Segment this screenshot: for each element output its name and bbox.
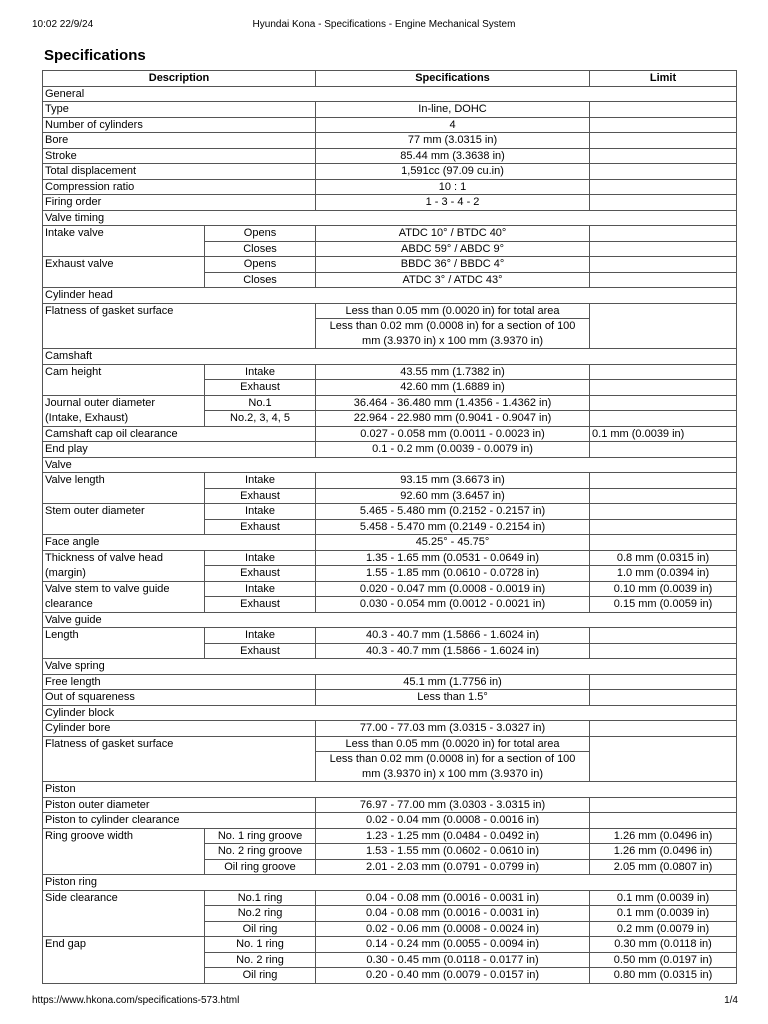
- row-limit: [590, 334, 737, 349]
- row-limit: [590, 690, 737, 706]
- section-title: Camshaft: [43, 349, 737, 365]
- row-subitem: Closes: [205, 241, 316, 257]
- row-limit: [590, 488, 737, 504]
- row-subitem: Intake: [205, 504, 316, 520]
- row-subitem: No.1 ring: [205, 890, 316, 906]
- row-description: [43, 859, 205, 875]
- section-title: Cylinder head: [43, 288, 737, 304]
- row-specification: 36.464 - 36.480 mm (1.4356 - 1.4362 in): [316, 395, 590, 411]
- row-limit: [590, 535, 737, 551]
- row-specification: ABDC 59° / ABDC 9°: [316, 241, 590, 257]
- row-limit: [590, 148, 737, 164]
- row-subitem: Intake: [205, 581, 316, 597]
- row-description: Thickness of valve head: [43, 550, 205, 566]
- table-row: [43, 721, 737, 737]
- row-subitem: Oil ring: [205, 921, 316, 937]
- table-row: [43, 859, 737, 875]
- table-row: [43, 226, 737, 242]
- row-description: Type: [43, 102, 316, 118]
- section-row: [43, 875, 737, 891]
- row-limit: 0.30 mm (0.0118 in): [590, 937, 737, 953]
- row-description: End gap: [43, 937, 205, 953]
- row-specification: 0.04 - 0.08 mm (0.0016 - 0.0031 in): [316, 906, 590, 922]
- table-row: [43, 581, 737, 597]
- table-row: [43, 906, 737, 922]
- row-limit: [590, 395, 737, 411]
- row-description: End play: [43, 442, 316, 458]
- row-subitem: Opens: [205, 257, 316, 273]
- row-specification: 22.964 - 22.980 mm (0.9041 - 0.9047 in): [316, 411, 590, 427]
- row-specification: 0.1 - 0.2 mm (0.0039 - 0.0079 in): [316, 442, 590, 458]
- row-specification: BBDC 36° / BBDC 4°: [316, 257, 590, 273]
- row-description: Cam height: [43, 364, 205, 380]
- print-page-number: 1/4: [724, 995, 738, 1006]
- row-subitem: No. 2 ring: [205, 952, 316, 968]
- table-row: [43, 752, 737, 767]
- row-limit: [590, 226, 737, 242]
- row-description: Journal outer diameter: [43, 395, 205, 411]
- row-specification: 76.97 - 77.00 mm (3.0303 - 3.0315 in): [316, 797, 590, 813]
- row-specification: 1,591cc (97.09 cu.in): [316, 164, 590, 180]
- row-description: [43, 767, 316, 782]
- section-row: [43, 457, 737, 473]
- row-specification: 92.60 mm (3.6457 in): [316, 488, 590, 504]
- row-specification: ATDC 10° / BTDC 40°: [316, 226, 590, 242]
- row-limit: 0.50 mm (0.0197 in): [590, 952, 737, 968]
- section-title: Valve spring: [43, 659, 737, 675]
- row-limit: [590, 117, 737, 133]
- row-specification: 0.04 - 0.08 mm (0.0016 - 0.0031 in): [316, 890, 590, 906]
- row-description: Number of cylinders: [43, 117, 316, 133]
- section-row: [43, 659, 737, 675]
- row-limit: [590, 364, 737, 380]
- section-row: [43, 782, 737, 798]
- row-limit: [590, 643, 737, 659]
- row-description: Firing order: [43, 195, 316, 211]
- row-description: [43, 844, 205, 860]
- row-description: [43, 334, 316, 349]
- row-limit: [590, 195, 737, 211]
- table-row: [43, 117, 737, 133]
- row-limit: [590, 257, 737, 273]
- row-specification: In-line, DOHC: [316, 102, 590, 118]
- table-row: [43, 257, 737, 273]
- table-row: [43, 937, 737, 953]
- table-row: [43, 195, 737, 211]
- row-specification: 0.02 - 0.06 mm (0.0008 - 0.0024 in): [316, 921, 590, 937]
- row-specification: mm (3.9370 in) x 100 mm (3.9370 in): [316, 767, 590, 782]
- table-header-row: [43, 71, 737, 87]
- table-row: [43, 736, 737, 752]
- row-limit: [590, 102, 737, 118]
- row-limit: 0.15 mm (0.0059 in): [590, 597, 737, 613]
- section-row: [43, 86, 737, 102]
- section-title: Valve timing: [43, 210, 737, 226]
- table-row: [43, 241, 737, 257]
- row-limit: [590, 442, 737, 458]
- table-body: [43, 86, 737, 983]
- row-limit: 0.1 mm (0.0039 in): [590, 906, 737, 922]
- table-row: [43, 319, 737, 334]
- row-description: Length: [43, 628, 205, 644]
- row-specification: 93.15 mm (3.6673 in): [316, 473, 590, 489]
- table-row: [43, 426, 737, 442]
- table-row: [43, 442, 737, 458]
- table-row: [43, 364, 737, 380]
- row-subitem: Opens: [205, 226, 316, 242]
- row-description: Side clearance: [43, 890, 205, 906]
- row-limit: [590, 241, 737, 257]
- row-description: Face angle: [43, 535, 316, 551]
- row-description: [43, 519, 205, 535]
- row-subitem: Exhaust: [205, 380, 316, 396]
- row-specification: Less than 1.5°: [316, 690, 590, 706]
- table-row: [43, 380, 737, 396]
- row-subitem: No. 1 ring groove: [205, 828, 316, 844]
- table-row: [43, 504, 737, 520]
- row-subitem: Intake: [205, 473, 316, 489]
- row-description: Piston to cylinder clearance: [43, 813, 316, 829]
- row-subitem: Exhaust: [205, 566, 316, 582]
- row-specification: 45.25° - 45.75°: [316, 535, 590, 551]
- row-specification: 0.14 - 0.24 mm (0.0055 - 0.0094 in): [316, 937, 590, 953]
- table-row: [43, 148, 737, 164]
- row-description: Stroke: [43, 148, 316, 164]
- row-limit: [590, 752, 737, 767]
- row-specification: Less than 0.05 mm (0.0020 in) for total area: [316, 303, 590, 319]
- row-subitem: Closes: [205, 272, 316, 288]
- table-row: [43, 968, 737, 984]
- row-description: Intake valve: [43, 226, 205, 242]
- row-limit: [590, 674, 737, 690]
- row-limit: 0.2 mm (0.0079 in): [590, 921, 737, 937]
- row-specification: 1.53 - 1.55 mm (0.0602 - 0.0610 in): [316, 844, 590, 860]
- row-description: [43, 752, 316, 767]
- section-title: General: [43, 86, 737, 102]
- table-row: [43, 133, 737, 149]
- row-description: [43, 380, 205, 396]
- row-specification: Less than 0.02 mm (0.0008 in) for a section of 100: [316, 752, 590, 767]
- row-specification: 0.020 - 0.047 mm (0.0008 - 0.0019 in): [316, 581, 590, 597]
- row-specification: 77 mm (3.0315 in): [316, 133, 590, 149]
- section-row: [43, 288, 737, 304]
- row-specification: 0.027 - 0.058 mm (0.0011 - 0.0023 in): [316, 426, 590, 442]
- row-subitem: Intake: [205, 550, 316, 566]
- row-limit: 0.1 mm (0.0039 in): [590, 426, 737, 442]
- row-limit: [590, 628, 737, 644]
- column-header-description: Description: [43, 71, 316, 87]
- row-limit: [590, 380, 737, 396]
- row-specification: 1 - 3 - 4 - 2: [316, 195, 590, 211]
- section-title: Valve guide: [43, 612, 737, 628]
- row-limit: 1.26 mm (0.0496 in): [590, 844, 737, 860]
- row-limit: 0.10 mm (0.0039 in): [590, 581, 737, 597]
- row-description: [43, 241, 205, 257]
- table-row: [43, 597, 737, 613]
- row-limit: [590, 133, 737, 149]
- table-row: [43, 179, 737, 195]
- table-row: [43, 767, 737, 782]
- table-row: [43, 303, 737, 319]
- print-datetime: 10:02 22/9/24: [32, 19, 94, 30]
- print-url: https://www.hkona.com/specifications-573.html: [32, 995, 240, 1006]
- row-subitem: Exhaust: [205, 519, 316, 535]
- row-subitem: No. 2 ring groove: [205, 844, 316, 860]
- row-limit: [590, 504, 737, 520]
- print-title: Hyundai Kona - Specifications - Engine Mechanical System: [252, 19, 516, 30]
- row-subitem: Oil ring groove: [205, 859, 316, 875]
- table-row: [43, 535, 737, 551]
- table-row: [43, 828, 737, 844]
- row-limit: 1.26 mm (0.0496 in): [590, 828, 737, 844]
- row-description: clearance: [43, 597, 205, 613]
- table-row: [43, 952, 737, 968]
- row-specification: 1.35 - 1.65 mm (0.0531 - 0.0649 in): [316, 550, 590, 566]
- row-subitem: No.2 ring: [205, 906, 316, 922]
- row-description: [43, 906, 205, 922]
- row-description: Bore: [43, 133, 316, 149]
- row-subitem: No.2, 3, 4, 5: [205, 411, 316, 427]
- row-limit: [590, 813, 737, 829]
- row-specification: 42.60 mm (1.6889 in): [316, 380, 590, 396]
- table-row: [43, 628, 737, 644]
- section-row: [43, 210, 737, 226]
- table-row: [43, 411, 737, 427]
- row-specification: Less than 0.02 mm (0.0008 in) for a section of 100: [316, 319, 590, 334]
- row-description: Exhaust valve: [43, 257, 205, 273]
- table-row: [43, 566, 737, 582]
- row-subitem: Exhaust: [205, 597, 316, 613]
- row-limit: [590, 736, 737, 752]
- row-description: [43, 952, 205, 968]
- table-row: [43, 890, 737, 906]
- column-header-limit: Limit: [590, 71, 737, 87]
- row-description: Camshaft cap oil clearance: [43, 426, 316, 442]
- row-description: Ring groove width: [43, 828, 205, 844]
- row-specification: ATDC 3° / ATDC 43°: [316, 272, 590, 288]
- row-description: [43, 921, 205, 937]
- row-limit: [590, 767, 737, 782]
- specifications-table: [42, 70, 737, 984]
- row-limit: [590, 797, 737, 813]
- table-row: [43, 643, 737, 659]
- row-specification: 77.00 - 77.03 mm (3.0315 - 3.0327 in): [316, 721, 590, 737]
- section-title: Piston ring: [43, 875, 737, 891]
- row-subitem: Intake: [205, 364, 316, 380]
- row-description: [43, 968, 205, 984]
- table-row: [43, 102, 737, 118]
- row-specification: 0.20 - 0.40 mm (0.0079 - 0.0157 in): [316, 968, 590, 984]
- row-specification: 2.01 - 2.03 mm (0.0791 - 0.0799 in): [316, 859, 590, 875]
- row-specification: 4: [316, 117, 590, 133]
- section-title: Piston: [43, 782, 737, 798]
- row-subitem: Oil ring: [205, 968, 316, 984]
- row-specification: Less than 0.05 mm (0.0020 in) for total area: [316, 736, 590, 752]
- row-description: (margin): [43, 566, 205, 582]
- row-description: Flatness of gasket surface: [43, 736, 316, 752]
- row-specification: 85.44 mm (3.3638 in): [316, 148, 590, 164]
- row-specification: 5.465 - 5.480 mm (0.2152 - 0.2157 in): [316, 504, 590, 520]
- row-limit: [590, 319, 737, 334]
- row-specification: 40.3 - 40.7 mm (1.5866 - 1.6024 in): [316, 628, 590, 644]
- row-limit: [590, 303, 737, 319]
- section-title: Valve: [43, 457, 737, 473]
- row-specification: 40.3 - 40.7 mm (1.5866 - 1.6024 in): [316, 643, 590, 659]
- row-specification: 0.30 - 0.45 mm (0.0118 - 0.0177 in): [316, 952, 590, 968]
- row-description: Free length: [43, 674, 316, 690]
- row-description: Valve stem to valve guide: [43, 581, 205, 597]
- row-description: [43, 488, 205, 504]
- row-subitem: Exhaust: [205, 488, 316, 504]
- row-description: Cylinder bore: [43, 721, 316, 737]
- table-row: [43, 921, 737, 937]
- row-limit: 2.05 mm (0.0807 in): [590, 859, 737, 875]
- row-specification: 43.55 mm (1.7382 in): [316, 364, 590, 380]
- row-subitem: No.1: [205, 395, 316, 411]
- row-limit: [590, 473, 737, 489]
- row-description: Total displacement: [43, 164, 316, 180]
- table-row: [43, 690, 737, 706]
- row-limit: 1.0 mm (0.0394 in): [590, 566, 737, 582]
- row-limit: [590, 519, 737, 535]
- row-limit: 0.8 mm (0.0315 in): [590, 550, 737, 566]
- row-limit: 0.80 mm (0.0315 in): [590, 968, 737, 984]
- row-description: Piston outer diameter: [43, 797, 316, 813]
- row-limit: [590, 164, 737, 180]
- row-specification: 5.458 - 5.470 mm (0.2149 - 0.2154 in): [316, 519, 590, 535]
- table-row: [43, 334, 737, 349]
- page-title: Specifications: [44, 47, 146, 64]
- row-limit: [590, 179, 737, 195]
- column-header-specifications: Specifications: [316, 71, 590, 87]
- section-row: [43, 612, 737, 628]
- row-description: Compression ratio: [43, 179, 316, 195]
- row-limit: [590, 411, 737, 427]
- table-row: [43, 797, 737, 813]
- row-limit: [590, 721, 737, 737]
- row-description: Stem outer diameter: [43, 504, 205, 520]
- table-row: [43, 473, 737, 489]
- section-row: [43, 705, 737, 721]
- row-subitem: Intake: [205, 628, 316, 644]
- row-specification: 1.23 - 1.25 mm (0.0484 - 0.0492 in): [316, 828, 590, 844]
- row-specification: mm (3.9370 in) x 100 mm (3.9370 in): [316, 334, 590, 349]
- row-description: [43, 643, 205, 659]
- row-description: Out of squareness: [43, 690, 316, 706]
- row-description: [43, 272, 205, 288]
- row-description: (Intake, Exhaust): [43, 411, 205, 427]
- table-row: [43, 272, 737, 288]
- table-row: [43, 844, 737, 860]
- row-specification: 1.55 - 1.85 mm (0.0610 - 0.0728 in): [316, 566, 590, 582]
- table-row: [43, 550, 737, 566]
- row-description: Flatness of gasket surface: [43, 303, 316, 319]
- row-description: Valve length: [43, 473, 205, 489]
- row-specification: 45.1 mm (1.7756 in): [316, 674, 590, 690]
- section-row: [43, 349, 737, 365]
- row-subitem: No. 1 ring: [205, 937, 316, 953]
- table-row: [43, 519, 737, 535]
- table-row: [43, 488, 737, 504]
- table-row: [43, 813, 737, 829]
- row-specification: 10 : 1: [316, 179, 590, 195]
- table-row: [43, 395, 737, 411]
- row-subitem: Exhaust: [205, 643, 316, 659]
- table-row: [43, 674, 737, 690]
- row-limit: 0.1 mm (0.0039 in): [590, 890, 737, 906]
- table-row: [43, 164, 737, 180]
- row-specification: 0.030 - 0.054 mm (0.0012 - 0.0021 in): [316, 597, 590, 613]
- row-specification: 0.02 - 0.04 mm (0.0008 - 0.0016 in): [316, 813, 590, 829]
- row-description: [43, 319, 316, 334]
- row-limit: [590, 272, 737, 288]
- section-title: Cylinder block: [43, 705, 737, 721]
